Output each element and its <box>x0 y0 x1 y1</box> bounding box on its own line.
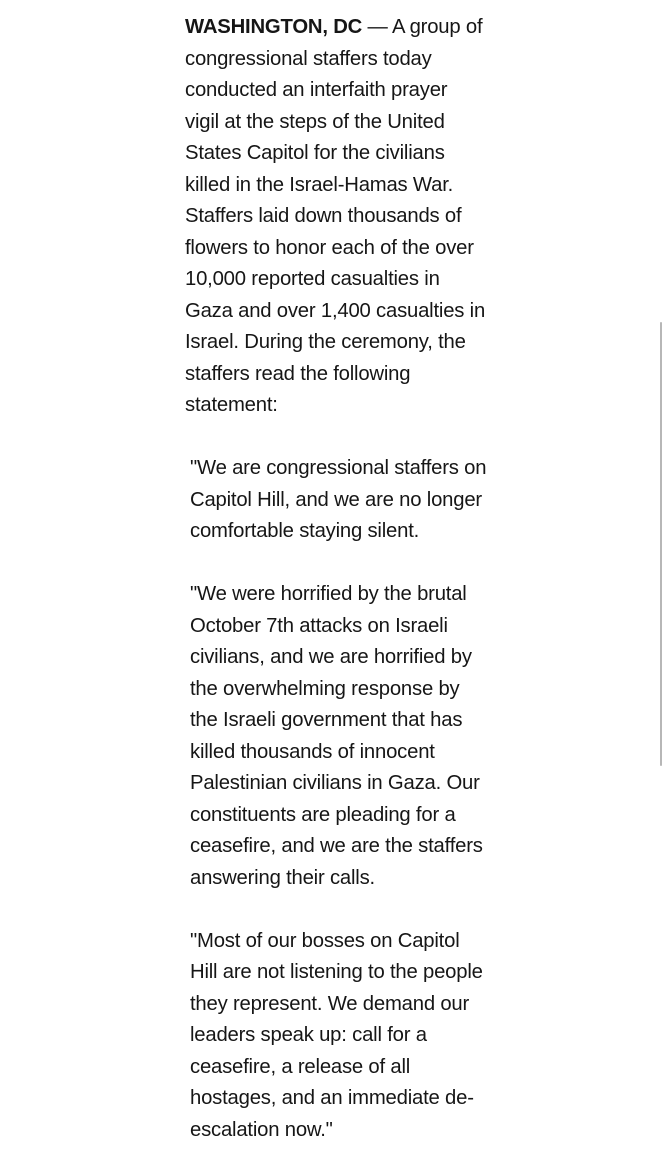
article-line: Gaza and over 1,400 casualties in <box>185 299 486 322</box>
article-line: statement: <box>185 394 278 416</box>
article-line: answering their calls. <box>190 866 375 889</box>
article-line-text: A group of <box>391 16 483 38</box>
article-line: the Israeli government that has <box>190 709 463 731</box>
article-line: Palestinian civilians in Gaza. Our <box>190 772 480 794</box>
article-line: the overwhelming response by <box>190 677 460 700</box>
vertical-scrollbar[interactable] <box>660 322 662 766</box>
paragraph-spacer <box>185 422 545 454</box>
article-line: flowers to honor each of the over <box>185 236 474 259</box>
quote-paragraph-1 <box>185 453 545 548</box>
article-line: they represent. We demand our <box>190 992 470 1015</box>
article-line: constituents are pleading for a <box>190 803 456 826</box>
article-line: States Capitol for the civilians <box>185 142 445 164</box>
paragraph-spacer <box>185 548 545 580</box>
article-line: hostages, and an immediate de- <box>190 1087 474 1109</box>
article-line: escalation now." <box>190 1118 333 1141</box>
article-line: "We are congressional staffers on <box>190 457 487 479</box>
article-line: leaders speak up: call for a <box>190 1024 427 1046</box>
dateline-separator: — <box>362 16 392 38</box>
article-line: killed thousands of innocent <box>190 740 435 763</box>
article-line: killed in the Israel-Hamas War. <box>185 173 454 196</box>
article-line: "Most of our bosses on Capitol <box>190 929 460 952</box>
article-line: "We were horrified by the brutal <box>190 583 467 605</box>
article-body <box>185 12 545 1146</box>
article-line: civilians, and we are horrified by <box>190 646 472 668</box>
article-line: ceasefire, and we are the staffers <box>190 835 483 857</box>
article-line: congressional staffers today <box>185 47 432 70</box>
article-line: Israel. During the ceremony, the <box>185 331 466 353</box>
article-line: staffers read the following <box>185 362 411 385</box>
dateline: WASHINGTON, DC <box>185 16 363 38</box>
quote-paragraph-3 <box>185 926 545 1147</box>
article-line: 10,000 reported casualties in <box>185 268 440 290</box>
quote-paragraph-2 <box>185 579 545 894</box>
article-line: vigil at the steps of the United <box>185 110 445 133</box>
article-line: Capitol Hill, and we are no longer <box>190 488 482 511</box>
article-line: Staffers laid down thousands of <box>185 205 462 227</box>
article-line: comfortable staying silent. <box>190 520 420 542</box>
article-line: Hill are not listening to the people <box>190 961 483 983</box>
article-line <box>185 12 545 44</box>
article-line: conducted an interfaith prayer <box>185 79 448 101</box>
paragraph-spacer <box>185 894 545 926</box>
article-line: October 7th attacks on Israeli <box>190 614 448 637</box>
article-line: ceasefire, a release of all <box>190 1055 411 1078</box>
lead-paragraph <box>185 12 545 422</box>
